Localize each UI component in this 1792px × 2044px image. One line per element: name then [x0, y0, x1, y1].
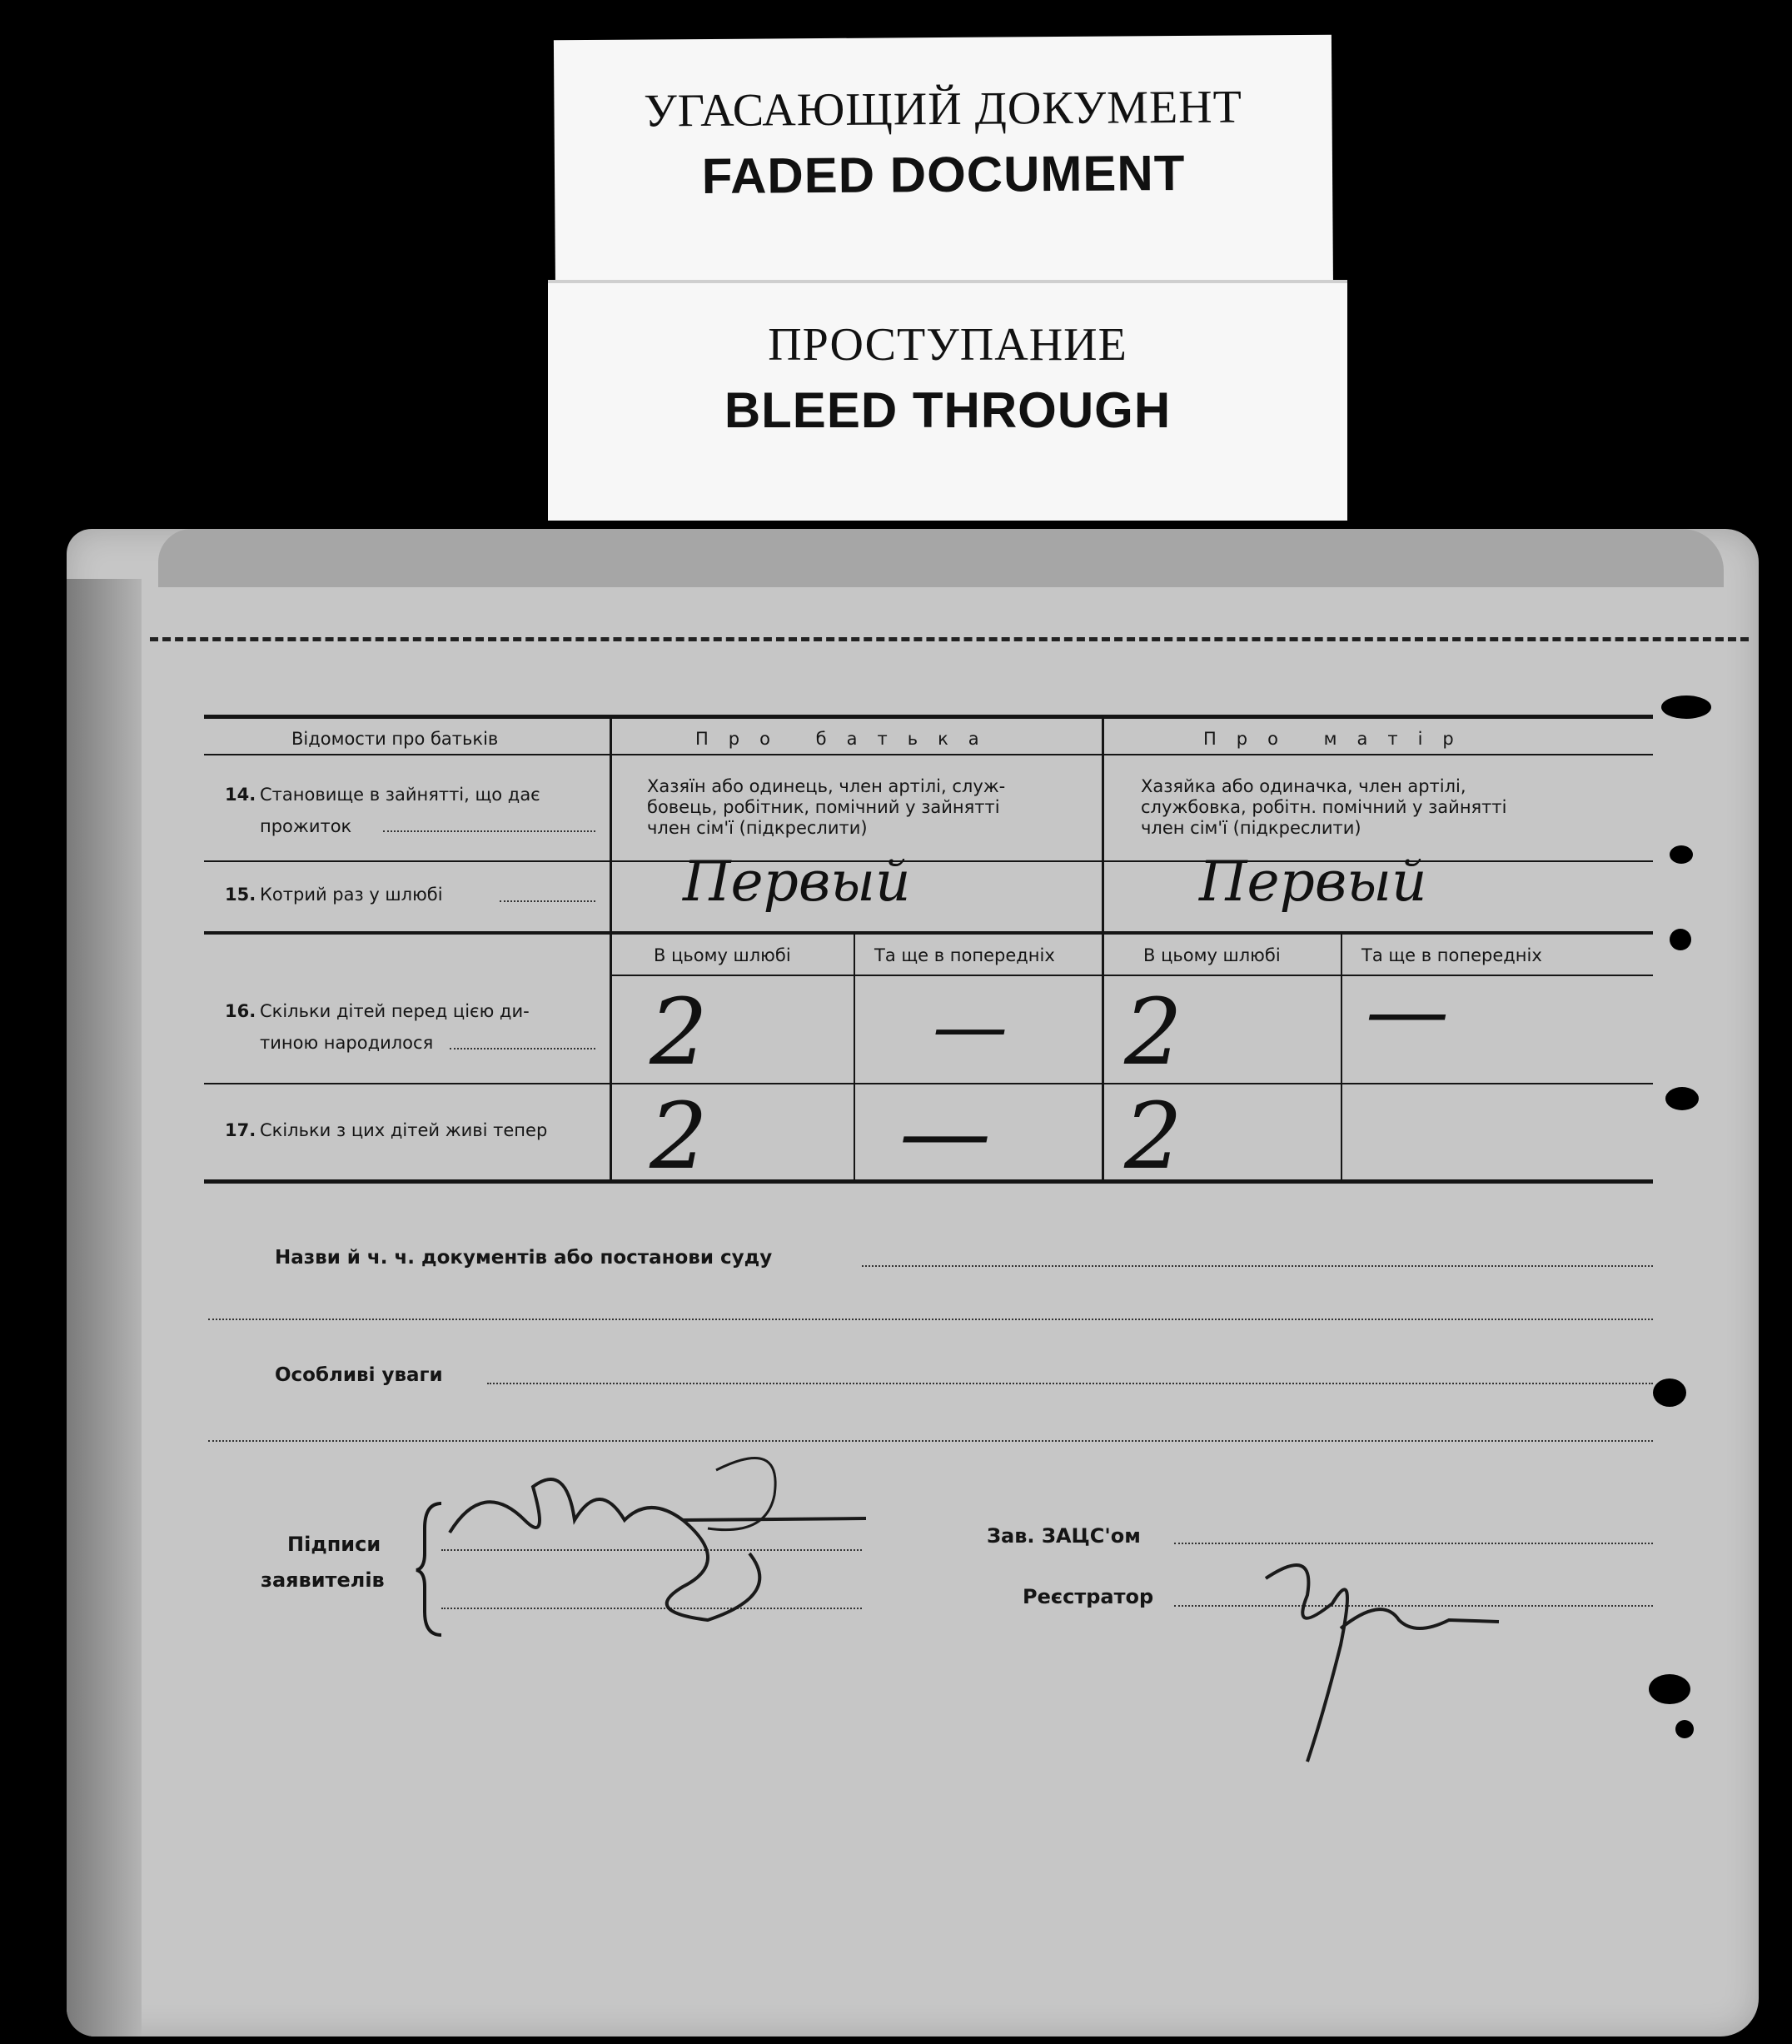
binding-hole — [1661, 695, 1711, 719]
binding-hole — [1670, 845, 1693, 864]
row14-mother-3: член сім'ї (підкреслити) — [1141, 818, 1361, 838]
mother-previous-subheader: Та ще в попередніх — [1361, 945, 1542, 965]
registrar-signature — [1216, 1545, 1532, 1762]
perforation-line — [150, 637, 1749, 641]
row15-mother-value: Первый — [1199, 850, 1427, 914]
binding-hole — [1649, 1674, 1690, 1704]
bleed-label-ru: ПРОСТУПАНИЕ — [768, 319, 1127, 371]
binding-hole — [1670, 929, 1691, 950]
col-divider-father — [854, 933, 855, 1181]
binding-hole — [1653, 1378, 1686, 1407]
row17-label: Скільки з цих дітей живі тепер — [260, 1120, 548, 1140]
col-divider-1 — [610, 716, 612, 1181]
faded-document-label — [554, 35, 1333, 304]
row14-mother-2: службовка, робітн. помічний у зайнятті — [1141, 797, 1507, 817]
table-top-rule — [204, 715, 1653, 719]
col-divider-2 — [1102, 716, 1104, 1181]
father-previous-subheader: Та ще в попередніх — [874, 945, 1055, 965]
col-divider-mother — [1341, 933, 1342, 1181]
row16-mother-previous: — — [1366, 962, 1449, 1059]
father-current-subheader: В цьому шлюбі — [654, 945, 791, 965]
row14-label-2: прожиток — [260, 816, 352, 836]
row16-label-2: тиною народилося — [260, 1033, 434, 1053]
documents-line-2 — [208, 1319, 1653, 1320]
row14-rule — [204, 860, 1653, 862]
row14-father-1: Хазяїн або одинець, член артілі, служ- — [647, 776, 1006, 796]
row17-father-current: 2 — [650, 1083, 708, 1189]
head-label: Зав. ЗАЦС'ом — [987, 1524, 1141, 1548]
row16-mother-current: 2 — [1124, 979, 1182, 1085]
row17-mother-current: 2 — [1124, 1083, 1182, 1189]
row17-father-previous: — — [899, 1079, 991, 1185]
row15-leader — [500, 900, 595, 902]
registry-card — [67, 529, 1759, 2037]
row15-rule — [204, 931, 1653, 935]
row14-leader — [383, 830, 595, 832]
subheader-rule — [612, 975, 1653, 976]
bleed-through-label — [548, 283, 1347, 521]
row14-father-3: член сім'ї (підкреслити) — [647, 818, 868, 838]
header-rule — [204, 754, 1653, 755]
faded-label-ru: УГАСАЮЩИЙ ДОКУМЕНТ — [643, 81, 1243, 137]
row16-father-current: 2 — [650, 979, 708, 1085]
applicant-signature — [433, 1428, 899, 1645]
row16-father-previous: — — [933, 983, 1008, 1070]
row16-leader — [450, 1048, 595, 1049]
row14-father-2: бовець, робітник, помічний у зайнятті — [647, 797, 1000, 817]
header-mother: Про матір — [1203, 729, 1474, 749]
mother-current-subheader: В цьому шлюбі — [1143, 945, 1281, 965]
row16-label-1: Скільки дітей перед цією ди- — [260, 1001, 530, 1021]
card-fold — [158, 529, 1724, 587]
registrar-label: Реєстратор — [1023, 1585, 1154, 1608]
documents-line-1 — [862, 1265, 1653, 1267]
head-line — [1174, 1543, 1653, 1544]
signatures-label-2: заявителів — [261, 1568, 385, 1592]
remarks-line-1 — [487, 1383, 1653, 1384]
signatures-label-1: Підписи — [287, 1533, 381, 1556]
row14-number: 14. — [225, 785, 256, 805]
binding-hole — [1675, 1720, 1694, 1738]
documents-label: Назви й ч. ч. документів або постанови суду — [275, 1247, 773, 1269]
binding-hole — [1665, 1087, 1699, 1110]
row15-number: 15. — [225, 885, 256, 905]
remarks-line-2 — [208, 1440, 1653, 1442]
row17-number: 17. — [225, 1120, 256, 1140]
row15-father-value: Первый — [683, 850, 911, 914]
remarks-label: Особливі уваги — [275, 1364, 443, 1386]
row16-number: 16. — [225, 1001, 256, 1021]
header-parents-info: Відомости про батьків — [291, 729, 499, 749]
row15-label: Котрий раз у шлюбі — [260, 885, 443, 905]
faded-label-en: FADED DOCUMENT — [701, 144, 1186, 205]
row14-label-1: Становище в зайнятті, що дає — [260, 785, 540, 805]
row14-mother-1: Хазяйка або одиначка, член артілі, — [1141, 776, 1466, 796]
bleed-label-en: BLEED THROUGH — [724, 382, 1172, 438]
header-father: Про батька — [695, 729, 999, 749]
card-edge — [67, 579, 142, 2037]
